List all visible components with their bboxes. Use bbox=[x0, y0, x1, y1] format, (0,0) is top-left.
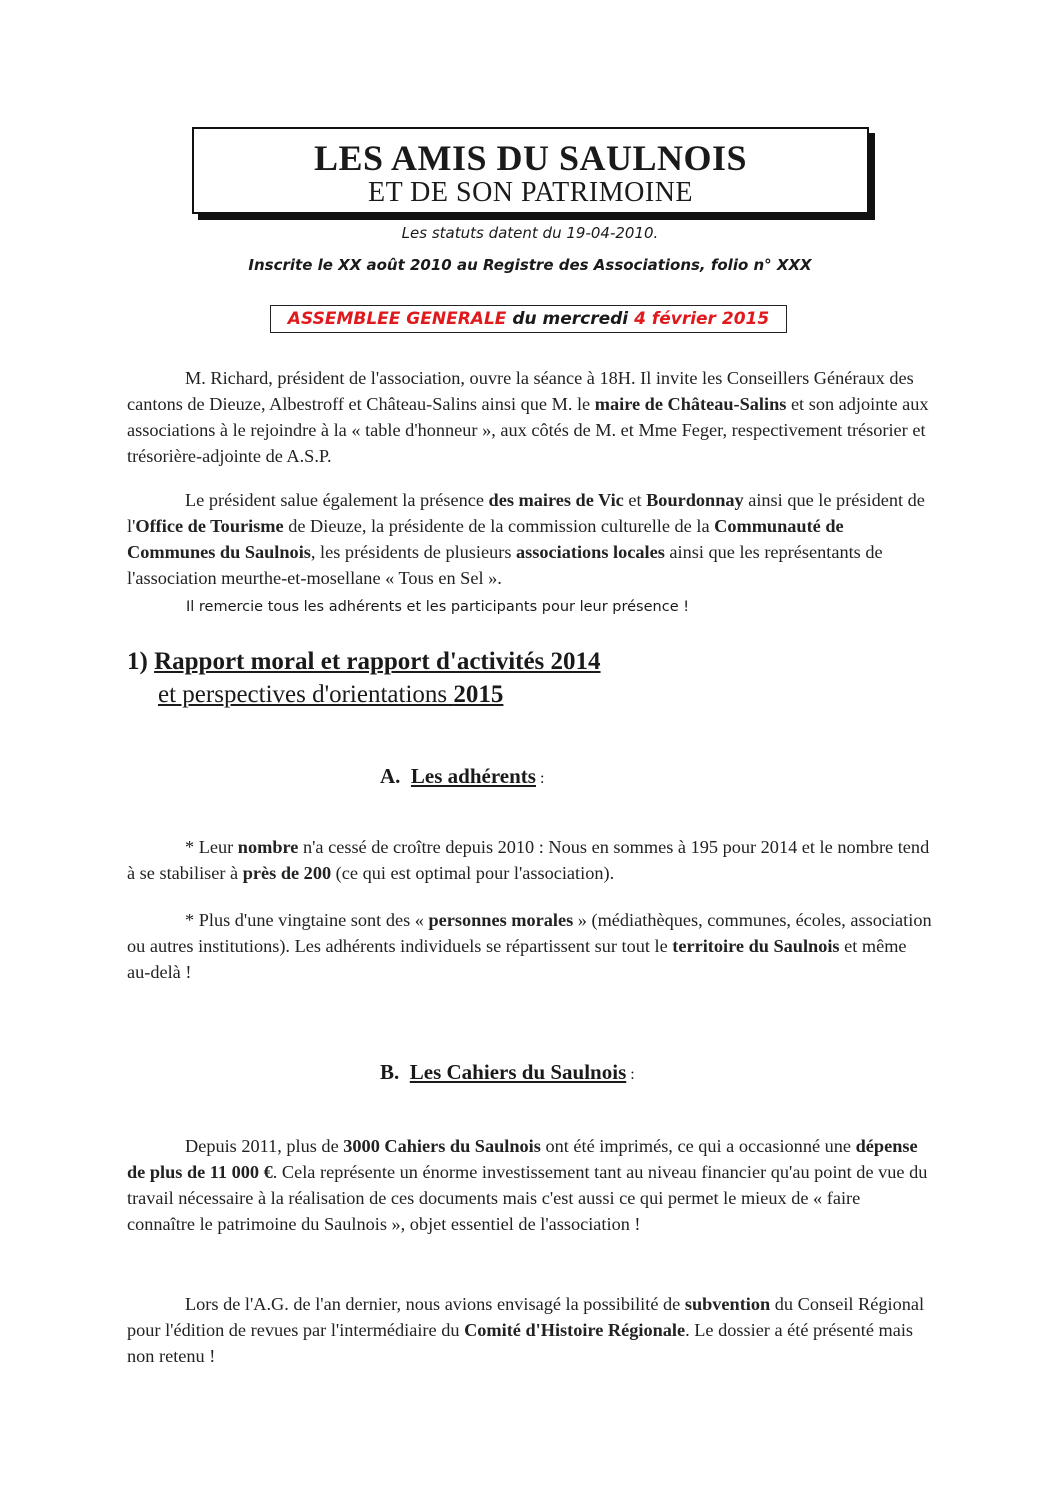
statuts-line: Les statuts datent du 19-04-2010. bbox=[401, 224, 659, 242]
section-title: Les Cahiers du Saulnois bbox=[409, 1060, 627, 1084]
bold-run: Communauté de Communes du Saulnois bbox=[127, 516, 844, 562]
text-run: (ce qui est optimal pour l'association). bbox=[331, 863, 615, 883]
text-run: Le président salue également la présence bbox=[185, 490, 489, 510]
text-run: , les présidents de plusieurs bbox=[310, 542, 517, 562]
text-run: * Plus d'une vingtaine sont des « bbox=[185, 910, 429, 930]
section-title-year: 2015 bbox=[453, 681, 504, 708]
bold-run: Bourdonnay bbox=[646, 490, 744, 510]
text-run: et même au-delà ! bbox=[127, 936, 907, 982]
bold-run: personnes morales bbox=[428, 910, 574, 930]
section-title-line-1: Rapport moral et rapport d'activités 2014 bbox=[154, 648, 601, 675]
section-1-heading bbox=[127, 646, 601, 677]
section-letter: A. bbox=[380, 764, 401, 788]
text-run: ainsi que les représentants de l'association meurthe-et-mosellane « Tous en Sel ». bbox=[127, 542, 883, 588]
section-a-paragraph-1 bbox=[127, 834, 932, 886]
bold-run: subvention bbox=[684, 1294, 771, 1314]
section-a-heading bbox=[380, 764, 544, 789]
section-title: Les adhérents bbox=[410, 764, 536, 788]
text-run: . Le dossier a été présenté mais non retenu ! bbox=[127, 1320, 914, 1366]
section-letter: B. bbox=[380, 1060, 400, 1084]
bold-run: près de 200 bbox=[242, 863, 332, 883]
document-title: LES AMIS DU SAULNOIS bbox=[313, 138, 748, 178]
text-run: de Dieuze, la présidente de la commission culturelle de la bbox=[283, 516, 715, 536]
intro-paragraph-3: Il remercie tous les adhérents et les participants pour leur présence ! bbox=[186, 599, 690, 615]
section-colon: : bbox=[535, 770, 545, 787]
bold-run: dépense de plus de 11 000 € bbox=[127, 1136, 918, 1182]
text-run: ont été imprimés, ce qui a occasionné une bbox=[540, 1136, 856, 1156]
section-a-paragraph-2 bbox=[127, 907, 932, 985]
section-b-heading bbox=[380, 1060, 635, 1085]
assemblee-label: ASSEMBLEE GENERALE bbox=[287, 309, 507, 329]
text-run: et bbox=[623, 490, 647, 510]
assemblee-banner bbox=[270, 305, 787, 333]
section-b-paragraph-2 bbox=[127, 1291, 932, 1369]
section-colon: : bbox=[626, 1066, 635, 1083]
text-run: M. Richard, président de l'association, ouvre la séance à 18H. Il invite les Conseillers Généraux des cantons de Dieuze, Albestroff et Château-Salins ainsi que M. le bbox=[127, 368, 914, 414]
text-run: * Leur bbox=[185, 837, 238, 857]
text-run: » (médiathèques, communes, écoles, association ou autres institutions). Les adhérents individuels se répartissent sur tout le bbox=[127, 910, 932, 956]
title-box bbox=[192, 127, 869, 214]
bold-run: nombre bbox=[237, 837, 299, 857]
assemblee-date: 4 février 2015 bbox=[634, 309, 770, 329]
bold-run: associations locales bbox=[516, 542, 665, 562]
text-run: . Cela représente un énorme investissement tant au niveau financier qu'au point de vue du travail nécessaire à la réalisation de ces documents mais c'est aussi ce qui permet le mieux de « faire connaître le patrimoine du Saulnois », objet essentiel de l'association ! bbox=[127, 1162, 928, 1234]
text-run: Lors de l'A.G. de l'an dernier, nous avions envisagé la possibilité de bbox=[185, 1294, 685, 1314]
registration-line: Inscrite le XX août 2010 au Registre des Associations, folio n° XXX bbox=[248, 256, 812, 274]
text-run: et son adjointe aux associations à le rejoindre à la « table d'honneur », aux côtés de M. et Mme Feger, respectivement trésorier et trésorière-adjointe de A.S.P. bbox=[127, 394, 929, 466]
bold-run: Office de Tourisme bbox=[135, 516, 284, 536]
assemblee-day: du mercredi bbox=[506, 309, 635, 329]
bold-run: maire de Château-Salins bbox=[594, 394, 787, 414]
section-number: 1) bbox=[127, 648, 155, 675]
bold-run: des maires de Vic bbox=[488, 490, 624, 510]
bold-run: territoire du Saulnois bbox=[672, 936, 840, 956]
text-run: ainsi que le président de l' bbox=[127, 490, 925, 536]
bold-run: Comité d'Histoire Régionale bbox=[464, 1320, 686, 1340]
text-run: du Conseil Régional pour l'édition de revues par l'intermédiaire du bbox=[127, 1294, 925, 1340]
section-title-line-2: et perspectives d'orientations bbox=[158, 681, 454, 708]
text-run: n'a cessé de croître depuis 2010 : Nous en sommes à 195 pour 2014 et le nombre tend à se stabiliser à bbox=[127, 837, 930, 883]
intro-paragraph-1 bbox=[127, 365, 932, 469]
section-1-heading-line-2 bbox=[158, 679, 503, 710]
bold-run: 3000 Cahiers du Saulnois bbox=[343, 1136, 541, 1156]
text-run: Depuis 2011, plus de bbox=[185, 1136, 344, 1156]
section-b-paragraph-1 bbox=[127, 1133, 932, 1237]
document-subtitle: ET DE SON PATRIMOINE bbox=[367, 177, 694, 208]
intro-paragraph-2 bbox=[127, 487, 932, 591]
